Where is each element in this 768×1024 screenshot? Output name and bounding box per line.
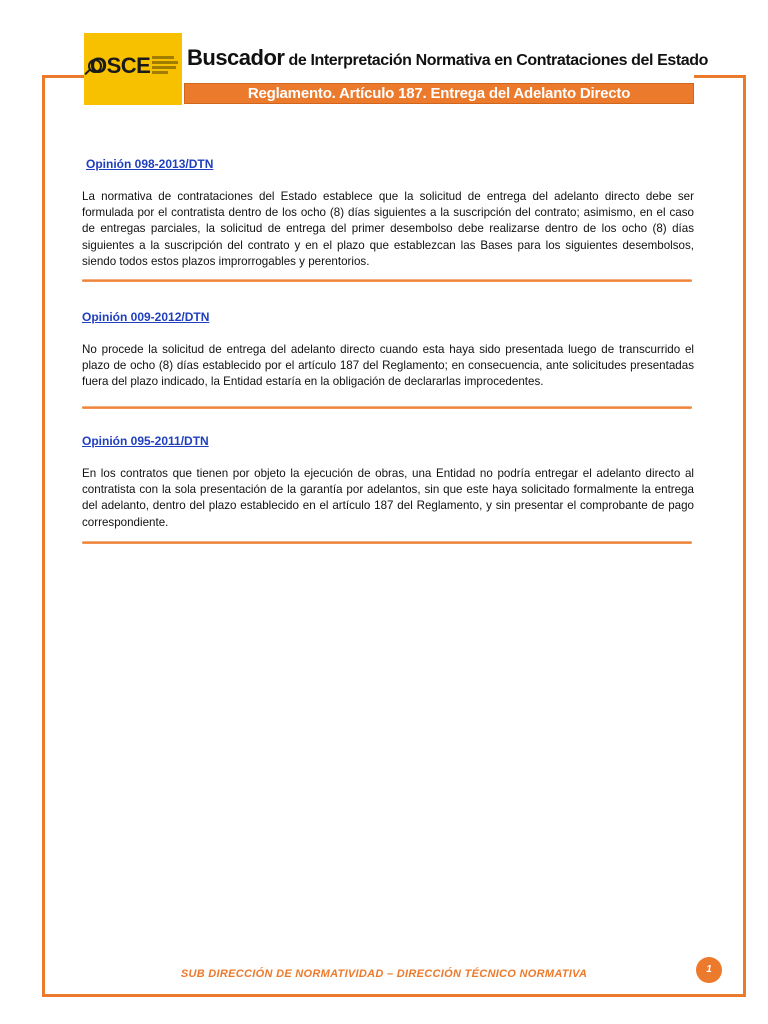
divider: [82, 279, 692, 282]
opinion-text: No procede la solicitud de entrega del adelanto directo cuando esta haya sido presentada luego de transcurrido el plazo de ocho (8) días establecido por el artículo 187 del Reglamento; en consecuencia, ante solicitudes presentadas fuera del plazo indicado, la Entidad estaría en la obligación de declararlas improcedentes.: [82, 343, 694, 389]
opinion-link[interactable]: Opinión 095-2011/DTN: [82, 434, 209, 448]
opinion-block-3: [82, 432, 694, 531]
page-title: [187, 45, 708, 71]
divider: [82, 541, 692, 544]
osce-logo: [84, 33, 182, 105]
logo-text: OSCE: [90, 53, 151, 78]
title-area: [184, 33, 709, 81]
title-rest: de Interpretación Normativa en Contrataciones del Estado: [284, 52, 709, 69]
frame-top-right-edge: [692, 75, 746, 78]
page-number-badge: 1: [696, 957, 722, 983]
page-footer: [0, 964, 768, 982]
page-header: [84, 33, 709, 105]
opinion-link[interactable]: Opinión 009-2012/DTN: [82, 310, 210, 324]
subtitle: Reglamento. Artículo 187. Entrega del Adelanto Directo: [247, 85, 631, 102]
opinion-block-2: [82, 308, 694, 391]
subtitle-bar: [184, 83, 694, 104]
logo-fineprint: [152, 56, 178, 80]
frame-top-left-edge: [42, 75, 86, 78]
footer-text: SUB DIRECCIÓN DE NORMATIVIDAD – DIRECCIÓN TÉCNICO NORMATIVA: [180, 968, 588, 980]
opinion-link[interactable]: Opinión 098-2013/DTN: [86, 157, 214, 171]
title-main: Buscador: [187, 45, 285, 70]
opinion-text: En los contratos que tienen por objeto la ejecución de obras, una Entidad no podría entregar el adelanto directo al contratista con la sola presentación de la garantía por adelantos, sin que este haya solicitado formalmente la entrega del adelanto, dentro del plazo establecido en el artículo 187 del Reglamento, y sin presentar el comprobante de pago correspondiente.: [82, 467, 694, 529]
opinion-block-1: [82, 155, 694, 270]
divider: [82, 406, 692, 409]
opinion-text: La normativa de contrataciones del Estado establece que la solicitud de entrega del adelanto directo debe ser formulada por el contratista dentro de los ocho (8) días siguientes a la suscripción del contrato; asimismo, en el caso de entregas parciales, la solicitud de entrega del primer desembolso debe realizarse dentro de los ocho (8) días siguientes a la suscripción del contrato y en el plazo que establezcan las Bases para los siguientes desembolsos, siendo todos estos plazos improrrogables y perentorios.: [82, 190, 694, 268]
